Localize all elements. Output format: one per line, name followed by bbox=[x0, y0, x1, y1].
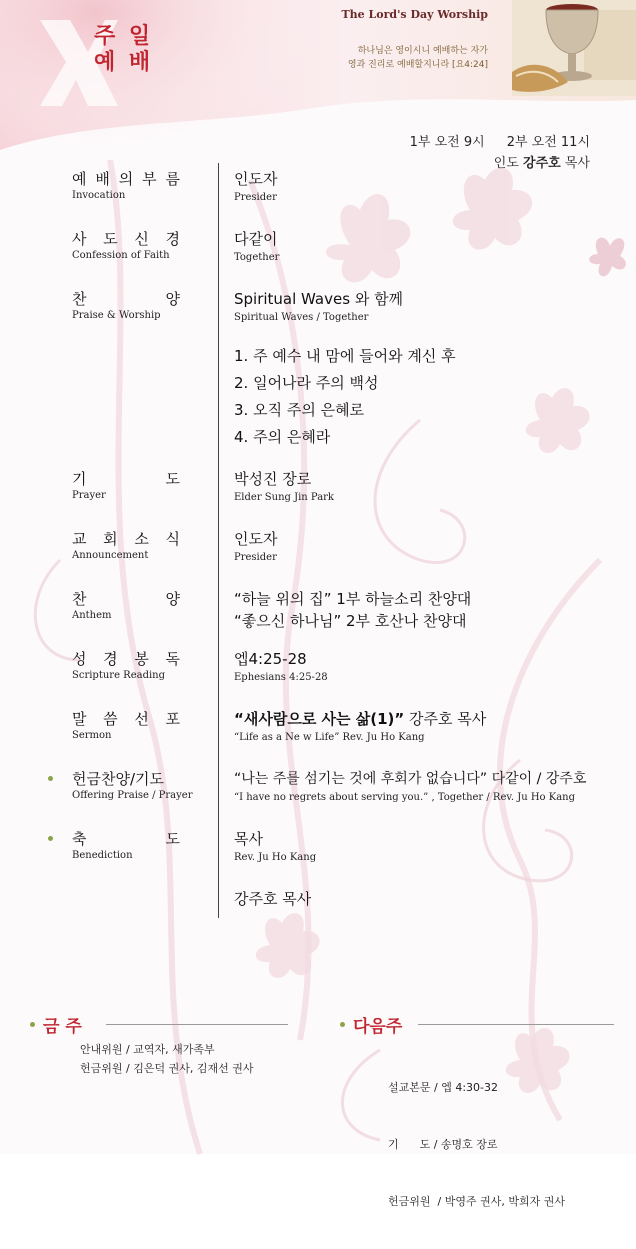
bullet-dot bbox=[48, 776, 53, 781]
service-leader bbox=[494, 152, 590, 171]
label-char: 소 bbox=[134, 530, 149, 548]
worship-title-line1: 주 일 bbox=[94, 24, 154, 49]
label-char: 포 bbox=[165, 710, 180, 728]
order-label-english: Invocation bbox=[72, 190, 126, 201]
order-label bbox=[72, 710, 180, 728]
this-week-heading bbox=[30, 1012, 82, 1037]
order-label-english: Offering Praise / Prayer bbox=[72, 790, 193, 801]
label-char: 찬 bbox=[72, 290, 87, 308]
song-item: 1. 주 예수 내 맘에 들어와 계신 후 bbox=[234, 347, 456, 365]
service-time-1: 1부 오전 9시 bbox=[409, 135, 485, 150]
order-label bbox=[72, 170, 180, 188]
order-value-english: Together bbox=[234, 252, 280, 263]
worship-title-line2: 예 배 bbox=[94, 50, 154, 75]
label-char: 봉 bbox=[134, 650, 149, 668]
next-week-line-1: 설교본문 / 엡 4:30-32 bbox=[388, 1081, 498, 1094]
label-char: 신 bbox=[134, 230, 149, 248]
label-char: 도 bbox=[103, 230, 118, 248]
this-week-line-1: 안내위원 / 교역자, 새가족부 bbox=[80, 1043, 215, 1056]
order-label-english: Announcement bbox=[72, 550, 149, 561]
order-label bbox=[72, 470, 180, 488]
next-week-rule bbox=[418, 1024, 614, 1025]
order-value: 목사 bbox=[234, 830, 263, 848]
order-label bbox=[72, 530, 180, 548]
order-label-english: Confession of Faith bbox=[72, 250, 170, 261]
worship-title bbox=[94, 24, 154, 76]
label-char: 부 bbox=[142, 170, 157, 188]
label-char: 사 bbox=[72, 230, 87, 248]
order-label: 헌금찬양/기도 bbox=[72, 770, 164, 788]
this-week-rule bbox=[106, 1024, 288, 1025]
order-value-english: Ephesians 4:25-28 bbox=[234, 672, 328, 683]
service-time-2: 2부 오전 11시 bbox=[506, 135, 590, 150]
order-label-english: Sermon bbox=[72, 730, 112, 741]
label-char: 양 bbox=[165, 290, 180, 308]
label-char: 기 bbox=[72, 470, 87, 488]
order-value-english: “I have no regrets about serving you.” , Together / Rev. Ju Ho Kang bbox=[234, 792, 576, 803]
this-week-line-2: 헌금위원 / 김은덕 권사, 김재선 권사 bbox=[80, 1062, 254, 1075]
leader-name: 강주호 bbox=[523, 156, 561, 171]
label-char: 경 bbox=[103, 650, 118, 668]
label-char: 교 bbox=[72, 530, 87, 548]
order-value: 다같이 bbox=[234, 230, 278, 248]
order-label-english: Praise & Worship bbox=[72, 310, 161, 321]
order-value: “나는 주를 섬기는 것에 후회가 없습니다” 다같이 / 강주호 bbox=[234, 771, 587, 787]
order-value: Spiritual Waves 와 함께 bbox=[234, 290, 404, 308]
order-label-english: Benediction bbox=[72, 850, 133, 861]
next-week-line-3: 헌금위원 / 박영주 권사, 박희자 권사 bbox=[388, 1195, 565, 1208]
label-char: 도 bbox=[165, 470, 180, 488]
label-char: 도 bbox=[165, 830, 180, 848]
order-label-english: Prayer bbox=[72, 490, 106, 501]
song-item: 4. 주의 은혜라 bbox=[234, 428, 331, 446]
order-value: 인도자 bbox=[234, 170, 278, 188]
label-char: 회 bbox=[103, 530, 118, 548]
scripture-verse bbox=[288, 44, 488, 72]
bullet-dot bbox=[340, 1022, 345, 1027]
order-label-english: Anthem bbox=[72, 610, 112, 621]
next-week-heading bbox=[340, 1012, 402, 1037]
next-week-heading-text: 다음주 bbox=[353, 1017, 403, 1037]
label-char: 예 bbox=[72, 170, 87, 188]
order-value: 박성진 장로 bbox=[234, 470, 312, 488]
order-label bbox=[72, 290, 180, 308]
order-label bbox=[72, 590, 180, 608]
label-char: 씀 bbox=[103, 710, 118, 728]
this-week-heading-text: 금 주 bbox=[43, 1017, 82, 1037]
order-value-english: Elder Sung Jin Park bbox=[234, 492, 334, 503]
worship-title-english: The Lord's Day Worship bbox=[341, 8, 488, 21]
bullet-dot bbox=[48, 836, 53, 841]
verse-line-1: 하나님은 영이시니 예배하는 자가 bbox=[357, 46, 488, 56]
order-label bbox=[72, 830, 180, 848]
vertical-divider bbox=[218, 163, 219, 918]
label-char: 축 bbox=[72, 830, 87, 848]
service-times bbox=[410, 131, 590, 150]
label-char: 양 bbox=[165, 590, 180, 608]
order-value: 엡4:25-28 bbox=[234, 650, 307, 668]
next-week-line-2: 기 도 / 송명호 장로 bbox=[388, 1138, 498, 1151]
anthem-line-1: “하늘 위의 집” 1부 하늘소리 찬양대 bbox=[234, 590, 472, 608]
order-value-english: Rev. Ju Ho Kang bbox=[234, 852, 317, 863]
bullet-dot bbox=[30, 1022, 35, 1027]
label-char: 의 bbox=[118, 170, 134, 188]
communion-cup-illustration bbox=[512, 0, 636, 96]
label-char: 경 bbox=[165, 230, 180, 248]
order-label-english: Scripture Reading bbox=[72, 670, 166, 681]
order-value-english: Spiritual Waves / Together bbox=[234, 312, 369, 323]
label-char: 찬 bbox=[72, 590, 87, 608]
sermon-preacher: 강주호 목사 bbox=[404, 710, 487, 728]
anthem-line-2: “좋으신 하나님” 2부 호산나 찬양대 bbox=[234, 612, 467, 630]
order-value-english: “Life as a Ne w Life” Rev. Ju Ho Kang bbox=[234, 732, 425, 743]
song-item: 2. 일어나라 주의 백성 bbox=[234, 374, 379, 392]
song-item: 3. 오직 주의 은혜로 bbox=[234, 401, 365, 419]
order-value: 인도자 bbox=[234, 530, 278, 548]
sermon-title: “새사람으로 사는 삶(1)” bbox=[234, 710, 405, 728]
order-value-english: Presider bbox=[234, 552, 277, 563]
label-char: 식 bbox=[165, 530, 180, 548]
benediction-minister: 강주호 목사 bbox=[234, 890, 312, 908]
label-char: 선 bbox=[134, 710, 149, 728]
leader-title: 목사 bbox=[564, 156, 590, 171]
order-value-english: Presider bbox=[234, 192, 277, 203]
leader-prefix: 인도 bbox=[493, 156, 519, 171]
order-label bbox=[72, 230, 180, 248]
label-char: 성 bbox=[72, 650, 87, 668]
order-value bbox=[234, 710, 486, 728]
label-char: 배 bbox=[95, 170, 110, 188]
this-week-info bbox=[80, 1040, 253, 1078]
verse-line-2: 영과 진리로 예배할지니라 [요4:24] bbox=[347, 60, 488, 70]
label-char: 독 bbox=[165, 650, 180, 668]
praise-song-list bbox=[234, 343, 456, 451]
label-char: 름 bbox=[165, 170, 180, 188]
label-char: 말 bbox=[72, 710, 87, 728]
order-label bbox=[72, 650, 180, 668]
next-week-info bbox=[388, 1040, 565, 1249]
